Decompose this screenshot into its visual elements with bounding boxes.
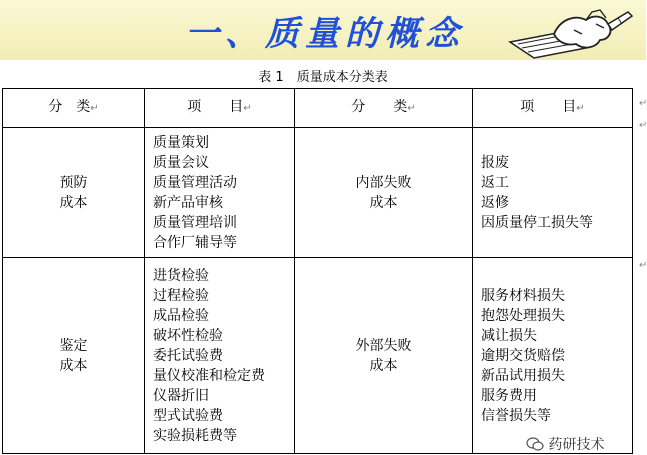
- category-cell: 预防 成本: [3, 128, 145, 258]
- table-caption: 表 1 质量成本分类表: [258, 70, 388, 85]
- quality-cost-table: [2, 88, 633, 454]
- paragraph-mark: ↵: [639, 98, 647, 109]
- header-items-right: 项 目↵: [473, 89, 633, 128]
- table-header-row: [3, 89, 633, 128]
- items-cell: 质量策划 质量会议 质量管理活动 新产品审核 质量管理培训 合作厂辅导等: [145, 128, 295, 258]
- header-items-left: 项 目↵: [145, 89, 295, 128]
- slide-title: 一、质量的概念: [185, 14, 465, 54]
- category-cell: 内部失败 成本: [295, 128, 473, 258]
- writing-hand-clipart: [504, 4, 634, 58]
- items-cell: 报废 返工 返修 因质量停工损失等: [473, 128, 633, 258]
- category-cell: 外部失败 成本: [295, 258, 473, 454]
- header-category-left: 分 类↵: [3, 89, 145, 128]
- watermark: 药研技术: [526, 434, 604, 454]
- category-cell: 鉴定 成本: [3, 258, 145, 454]
- paragraph-mark: ↵: [639, 120, 647, 131]
- header-category-right: 分 类↵: [295, 89, 473, 128]
- paragraph-mark: ↵: [639, 260, 647, 271]
- table-row: [3, 128, 633, 258]
- items-cell: 进货检验 过程检验 成品检验 破坏性检验 委托试验费 量仪校准和检定费 仪器折旧 型式试验费 实验损耗费等: [145, 258, 295, 454]
- wechat-icon: [526, 437, 544, 451]
- table-row: [3, 258, 633, 454]
- items-cell: 服务材料损失 抱怨处理损失 减让损失 逾期交货赔偿 新品试用损失 服务费用 信誉损失等: [473, 258, 633, 454]
